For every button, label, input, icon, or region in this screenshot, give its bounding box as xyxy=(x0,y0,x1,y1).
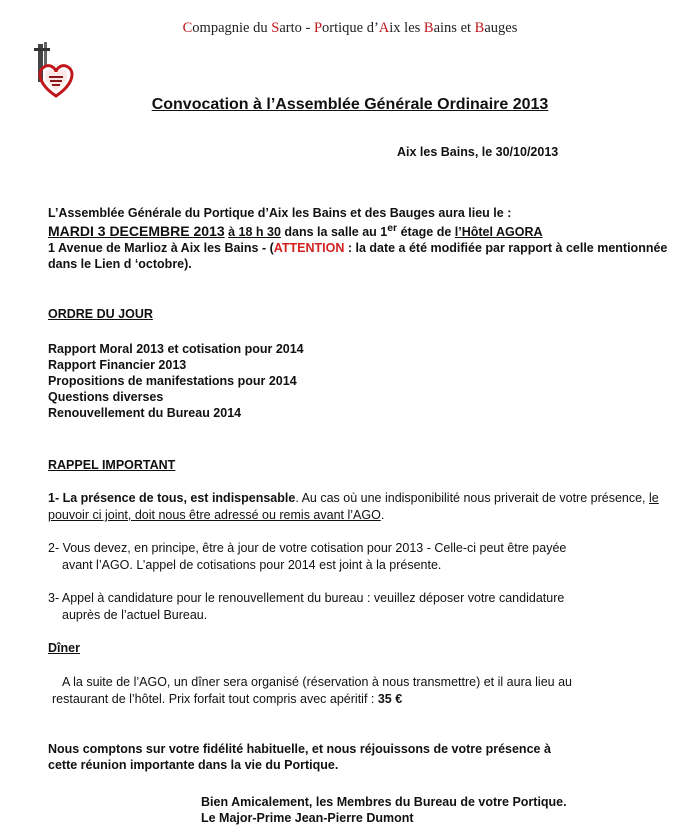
letterhead-part: ix les xyxy=(389,20,424,36)
rappel-item-2-line: 2- Vous devez, en principe, être à jour de votre cotisation pour 2013 - Celle-ci peut être payée xyxy=(48,541,567,555)
intro-paragraph xyxy=(48,205,668,272)
agenda-heading: ORDRE DU JOUR xyxy=(48,307,153,321)
agenda-item: Propositions de manifestations pour 2014 xyxy=(48,374,297,388)
agenda-item: Questions diverses xyxy=(48,390,164,404)
rappel-item-1 xyxy=(48,490,678,524)
rappel-heading: RAPPEL IMPORTANT xyxy=(48,458,176,472)
heart-logo-icon xyxy=(28,40,80,100)
title-text: Convocation à l’Assemblée Générale Ordinaire 2013 xyxy=(151,96,549,113)
signature-line: Bien Amicalement, les Membres du Bureau de votre Portique. xyxy=(201,795,567,809)
letterhead-part: P xyxy=(313,20,323,36)
address-line xyxy=(48,240,668,272)
diner-heading: Dîner xyxy=(48,641,80,655)
closing-line: Nous comptons sur votre fidélité habituelle, et nous réjouissons de votre présence à xyxy=(48,742,551,756)
rappel-item-1-underline: le pouvoir ci joint, doit nous être adressé ou remis avant l’AGO xyxy=(48,491,659,522)
letterhead-part: B xyxy=(474,20,485,36)
intro-line: L’Assemblée Générale du Portique d’Aix les Bains et des Bauges aura lieu le : xyxy=(48,206,512,220)
letterhead-part: arto - xyxy=(279,20,314,36)
diner-line: A la suite de l’AGO, un dîner sera organisé (réservation à nous transmettre) et il aura lieu au xyxy=(62,675,572,689)
agenda-item: Renouvellement du Bureau 2014 xyxy=(48,406,242,420)
meeting-date: MARDI 3 DECEMBRE 2013 xyxy=(48,223,225,240)
letterhead-part: ains et xyxy=(433,20,475,36)
signature xyxy=(201,794,567,826)
diner-line-2 xyxy=(52,691,682,708)
rappel-item-3-line: 3- Appel à candidature pour le renouvellement du bureau : veuillez déposer votre candidature xyxy=(48,591,565,605)
letterhead-part: B xyxy=(423,20,434,36)
letterhead xyxy=(0,20,700,37)
agenda-item: Rapport Financier 2013 xyxy=(48,358,187,372)
closing-line: cette réunion importante dans la vie du Portique. xyxy=(48,758,339,772)
meeting-datetime-line xyxy=(48,221,668,240)
address: 1 Avenue de Marlioz à Aix les Bains - ( xyxy=(48,241,274,256)
letterhead-part: S xyxy=(271,20,280,36)
letterhead-part: ortique d’ xyxy=(322,20,379,36)
rappel-item-2-line: avant l’AGO. L’appel de cotisations pour 2014 est joint à la présente. xyxy=(62,558,442,572)
letterhead-part: ompagnie du xyxy=(192,20,272,36)
signature-name: Le Major-Prime Jean-Pierre Dumont xyxy=(201,811,414,825)
diner-price-label: restaurant de l’hôtel. Prix forfait tout compris avec apéritif : xyxy=(52,692,375,706)
document-title xyxy=(0,96,700,114)
rappel-item-1-text: . Au cas où une indisponibilité nous priverait de votre présence, xyxy=(295,491,646,505)
meeting-room: dans la salle au 1 xyxy=(284,225,388,240)
rappel-item-1-end: . xyxy=(380,508,385,522)
letterhead-part: A xyxy=(378,20,390,36)
attention-label: ATTENTION xyxy=(273,241,345,256)
agenda-list xyxy=(48,341,304,421)
closing-paragraph xyxy=(48,741,678,773)
diner-price: 35 € xyxy=(377,692,403,706)
letterhead-part: C xyxy=(182,20,193,36)
diner-paragraph xyxy=(52,674,682,708)
rappel-item-3-line: auprès de l’actuel Bureau. xyxy=(62,608,208,622)
letterhead-part: auges xyxy=(484,20,518,36)
date-change-note: : la date a été modifiée par rapport à celle mentionnée dans le Lien d ‘octobre). xyxy=(48,241,668,272)
rappel-item-3 xyxy=(48,590,678,624)
floor-superscript: er xyxy=(387,223,398,234)
agenda-item: Rapport Moral 2013 et cotisation pour 2014 xyxy=(48,342,304,356)
place-date: Aix les Bains, le 30/10/2013 xyxy=(397,145,559,159)
meeting-floor: étage de xyxy=(400,225,452,240)
meeting-time: à 18 h 30 xyxy=(228,225,281,240)
hotel-name: l’Hôtel AGORA xyxy=(454,225,543,240)
rappel-item-1-bold: 1- La présence de tous, est indispensable xyxy=(48,491,296,505)
rappel-item-2 xyxy=(48,540,678,574)
